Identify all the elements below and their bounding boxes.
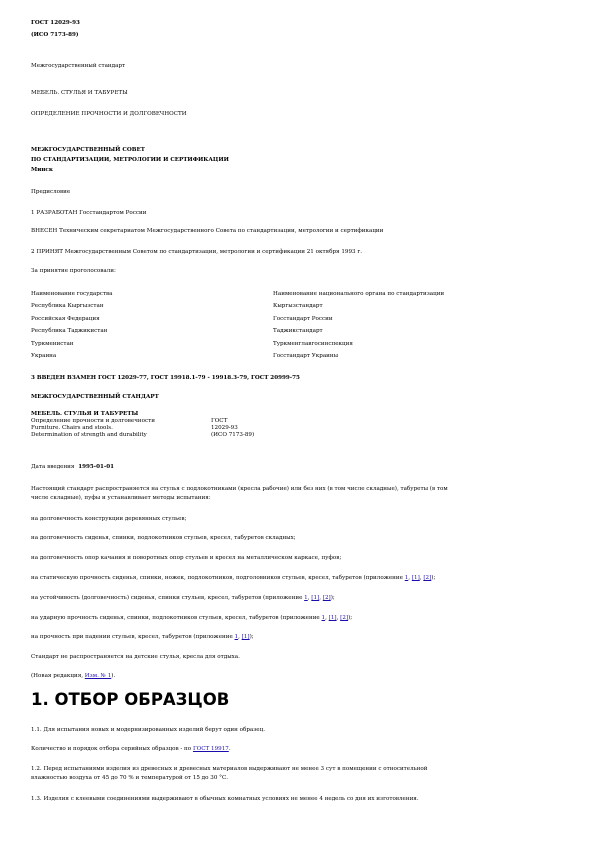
table-row <box>31 301 444 314</box>
replaces-line: 3 ВВЕДЕН ВЗАМЕН ГОСТ 12029-77, ГОСТ 19918.1-79 - 19918.3-79, ГОСТ 20999-75 <box>31 375 300 381</box>
council-city: Минск <box>31 167 53 173</box>
test-item <box>31 575 435 582</box>
appendix-link[interactable]: [2] <box>322 595 331 601</box>
test-item-text: на прочность при падении стульев, кресел, табуретов (приложение <box>31 634 235 640</box>
title-block-iso: (ИСО 7173-89) <box>211 432 255 438</box>
title-block-number: 12029-93 <box>211 425 238 431</box>
exclusion-note: Стандарт не распространяется на детские стулья, кресла для отдыха. <box>31 654 240 660</box>
clause-1-1-sampling <box>31 746 231 753</box>
interstate-std-label: МЕЖГОСУДАРСТВЕННЫЙ СТАНДАРТ <box>31 394 159 400</box>
title-block-left <box>31 411 211 439</box>
table-cell: Республика Таджикистан <box>31 328 108 335</box>
iso-number: (ИСО 7173-89) <box>31 32 79 38</box>
table-cell: Госстандарт России <box>273 315 333 322</box>
sampling-text: Количество и порядок отбора серийных образцов - по <box>31 746 193 752</box>
test-item: на долговечность конструкции деревянных стульев; <box>31 516 187 522</box>
foreword-p2: ВНЕСЕН Техническим секретариатом Межгосударственного Совета по стандартизации, метрологии и сертификации <box>31 228 384 234</box>
separator: , <box>238 634 242 640</box>
table-cell: Украина <box>31 353 57 360</box>
council-line2: ПО СТАНДАРТИЗАЦИИ, МЕТРОЛОГИИ И СЕРТИФИКАЦИИ <box>31 157 229 163</box>
table-row <box>31 338 444 351</box>
appendix-link[interactable]: 1 <box>304 595 308 601</box>
title-block <box>31 411 254 439</box>
test-item <box>31 634 254 641</box>
closing-paren: ); <box>431 575 436 581</box>
table-cell: Таджикстандарт <box>273 328 323 335</box>
revision-note-suffix: ). <box>111 673 116 679</box>
table-row <box>31 326 444 339</box>
appendix-link[interactable]: [2] <box>423 575 432 581</box>
clause-1-3: 1.3. Изделия с клеевыми соединениями выдерживают в обычных комнатных условиях не менее 4 недель со дня их изготовления. <box>31 796 419 802</box>
table-header: Наименование государства <box>31 290 113 297</box>
foreword-p3: 2 ПРИНЯТ Межгосударственным Советом по стандартизации, метрологии и сертификации 21 октября 1993 г. <box>31 249 363 255</box>
appendix-link[interactable]: [2] <box>340 615 349 621</box>
table-cell: Туркменглавгосинспекция <box>273 340 353 347</box>
std-type: Межгосударственный стандарт <box>31 63 126 69</box>
closing-paren: ); <box>249 634 254 640</box>
table-cell: Госстандарт Украины <box>273 353 339 360</box>
clause-1-2-line2: влажностью воздуха от 45 до 70 % и температурой от 15 до 30 °С. <box>31 775 229 781</box>
appendix-link[interactable]: [1] <box>311 595 320 601</box>
doc-title: МЕБЕЛЬ. СТУЛЬЯ И ТАБУРЕТЫ <box>31 90 128 96</box>
doc-subtitle: ОПРЕДЕЛЕНИЕ ПРОЧНОСТИ И ДОЛГОВЕЧНОСТИ <box>31 111 187 117</box>
amendment-link[interactable]: Изм. № 1 <box>84 673 112 679</box>
table-header: Наименование национального органа по стандартизации <box>273 290 445 297</box>
effective-date-label: Дата введения <box>31 464 75 470</box>
test-item: на долговечность сиденья, спинки, подлокотников стульев, кресел, табуретов складных; <box>31 535 296 541</box>
countries-table <box>31 288 444 363</box>
closing-paren: ); <box>348 615 353 621</box>
appendix-link[interactable]: 1 <box>404 575 409 581</box>
gost-19917-link[interactable]: ГОСТ 19917 <box>192 746 229 752</box>
revision-note <box>31 673 115 680</box>
table-cell: Российская Федерация <box>31 315 100 322</box>
effective-date <box>31 464 114 471</box>
closing-paren: ); <box>330 595 335 601</box>
appendix-link[interactable]: [1] <box>328 615 337 621</box>
test-item-text: на ударную прочность сиденья, спинки, подлокотников стульев, кресел, табуретов (приложение <box>31 615 322 621</box>
separator: , <box>307 595 312 601</box>
separator: , <box>419 575 424 581</box>
title-block-right <box>211 411 254 439</box>
test-item-text: на устойчивость (долговечность) сиденья, спинки стульев, кресел, табуретов (приложение <box>31 595 305 601</box>
table-cell: Кыргызстандарт <box>273 303 323 310</box>
revision-note-prefix: (Новая редакция, <box>31 673 85 679</box>
appendix-link[interactable]: 1 <box>321 615 326 621</box>
test-item-text: на статическую прочность сиденья, спинки, ножек, подлокотников, подголовников стульев, кресел, табуретов (приложение <box>31 575 405 581</box>
separator: , <box>408 575 412 581</box>
foreword-p1: 1 РАЗРАБОТАН Госстандартом России <box>31 210 147 216</box>
effective-date-value: 1995-01-01 <box>78 464 115 470</box>
clause-1-1: 1.1. Для испытания новых и модернизированных изделий берут один образец. <box>31 727 265 733</box>
appendix-link[interactable]: 1 <box>234 634 239 640</box>
test-item <box>31 595 335 602</box>
clause-1-2-line1: 1.2. Перед испытаниями изделия из древесных и древесных материалов выдерживают не менее 3 сут в помещении с относительной <box>31 766 428 772</box>
foreword-p4: За принятие проголосовали: <box>31 268 116 274</box>
council-line1: МЕЖГОСУДАРСТВЕННЫЙ СОВЕТ <box>31 147 145 153</box>
test-item: на долговечность опор качания и поворотных опор стульев и кресел на металлическом каркасе, пуфов; <box>31 555 342 561</box>
test-item <box>31 615 352 622</box>
sampling-end: . <box>228 746 231 752</box>
title-block-en-subtitle: Determination of strength and durability <box>31 432 147 438</box>
separator: , <box>336 615 341 621</box>
title-block-ru-title: МЕБЕЛЬ. СТУЛЬЯ И ТАБУРЕТЫ <box>31 411 139 417</box>
table-header-row <box>31 288 444 301</box>
appendix-link[interactable]: [1] <box>411 575 420 581</box>
title-block-en-title: Furniture. Chairs and stools. <box>31 425 113 431</box>
table-row <box>31 313 444 326</box>
title-block-gost: ГОСТ <box>211 418 228 424</box>
table-cell: Республика Кыргызстан <box>31 303 104 310</box>
doc-number: ГОСТ 12029-93 <box>31 20 80 26</box>
separator: , <box>325 615 329 621</box>
scope-line2: числе складные), пуфы и устанавливает методы испытания: <box>31 495 211 501</box>
foreword-heading: Предисловие <box>31 189 71 195</box>
separator: , <box>319 595 323 601</box>
table-cell: Туркменистан <box>31 340 74 347</box>
table-row <box>31 351 444 364</box>
title-block-ru-subtitle: Определение прочности и долговечности <box>31 418 155 424</box>
scope-line1: Настоящий стандарт распространяется на стулья с подлокотниками (кресла рабочие) или без них (в том числе складные), табуреты (в том <box>31 486 448 492</box>
appendix-link[interactable]: [1] <box>241 634 250 640</box>
section-heading: 1. ОТБОР ОБРАЗЦОВ <box>31 690 230 709</box>
